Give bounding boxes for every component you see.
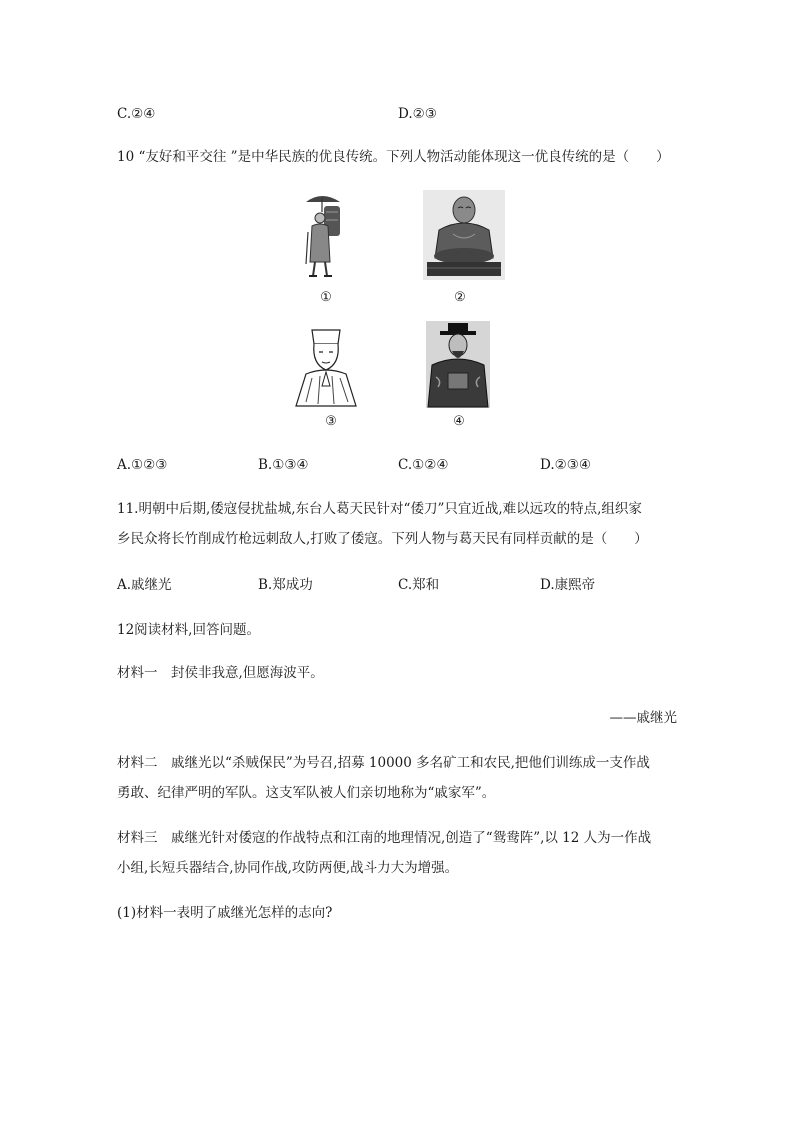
figure-caption-4: ④	[453, 414, 465, 429]
q12-material-3-line2: 小组,长短兵器结合,协同作战,攻防两便,战斗力大为增强。	[117, 860, 459, 876]
q12-subquestion-1: (1)材料一表明了戚继光怎样的志向?	[117, 905, 333, 921]
q10-option-d: D.②③④	[540, 457, 591, 473]
q10-stem: 10 “友好和平交往 ”是中华民族的优良传统。下列人物活动能体现这一优良传统的是（ ）	[117, 149, 670, 165]
q11-option-d: D.康熙帝	[540, 577, 596, 593]
official-portrait-image	[426, 321, 490, 408]
q10-option-b: B.①③④	[258, 457, 309, 473]
q10-option-c: C.①②④	[398, 457, 449, 473]
figure-caption-1: ①	[320, 290, 332, 305]
q12-material-2-line2: 勇敢、纪律严明的军队。这支军队被人们亲切地称为“戚家军”。	[117, 785, 496, 801]
q11-option-b: B.郑成功	[258, 577, 313, 593]
q12-material-2-line1: 材料二 戚继光以“杀贼保民”为号召,招募 10000 多名矿工和农民,把他们训练成一支作战	[117, 755, 650, 771]
q9-option-c: C.②④	[117, 106, 156, 122]
scholar-portrait-image	[292, 322, 360, 408]
q12-material-1: 材料一 封侯非我意,但愿海波平。	[117, 665, 324, 681]
q10-option-a: A.①②③	[117, 457, 168, 473]
traveling-monk-figure-image	[300, 192, 350, 282]
q12-stem: 12阅读材料,回答问题。	[117, 622, 260, 638]
q12-material-3-line1: 材料三 戚继光针对倭寇的作战特点和江南的地理情况,创造了“鸳鸯阵”,以 12 人为一作战	[117, 830, 652, 846]
q11-option-a: A.戚继光	[117, 577, 172, 593]
figure-caption-3: ③	[325, 414, 337, 429]
seated-monk-statue-image	[423, 190, 505, 280]
q11-stem-line2: 乡民众将长竹削成竹枪远刺敌人,打败了倭寇。下列人物与葛天民有同样贡献的是（ ）	[117, 531, 648, 547]
figure-caption-2: ②	[454, 290, 466, 305]
q12-material-1-source: ——戚继光	[609, 710, 677, 726]
q11-option-c: C.郑和	[398, 577, 440, 593]
q11-stem-line1: 11.明朝中后期,倭寇侵扰盐城,东台人葛天民针对“倭刀”只宜近战,难以远攻的特点,组织家	[117, 501, 642, 517]
q9-option-d: D.②③	[398, 106, 437, 122]
